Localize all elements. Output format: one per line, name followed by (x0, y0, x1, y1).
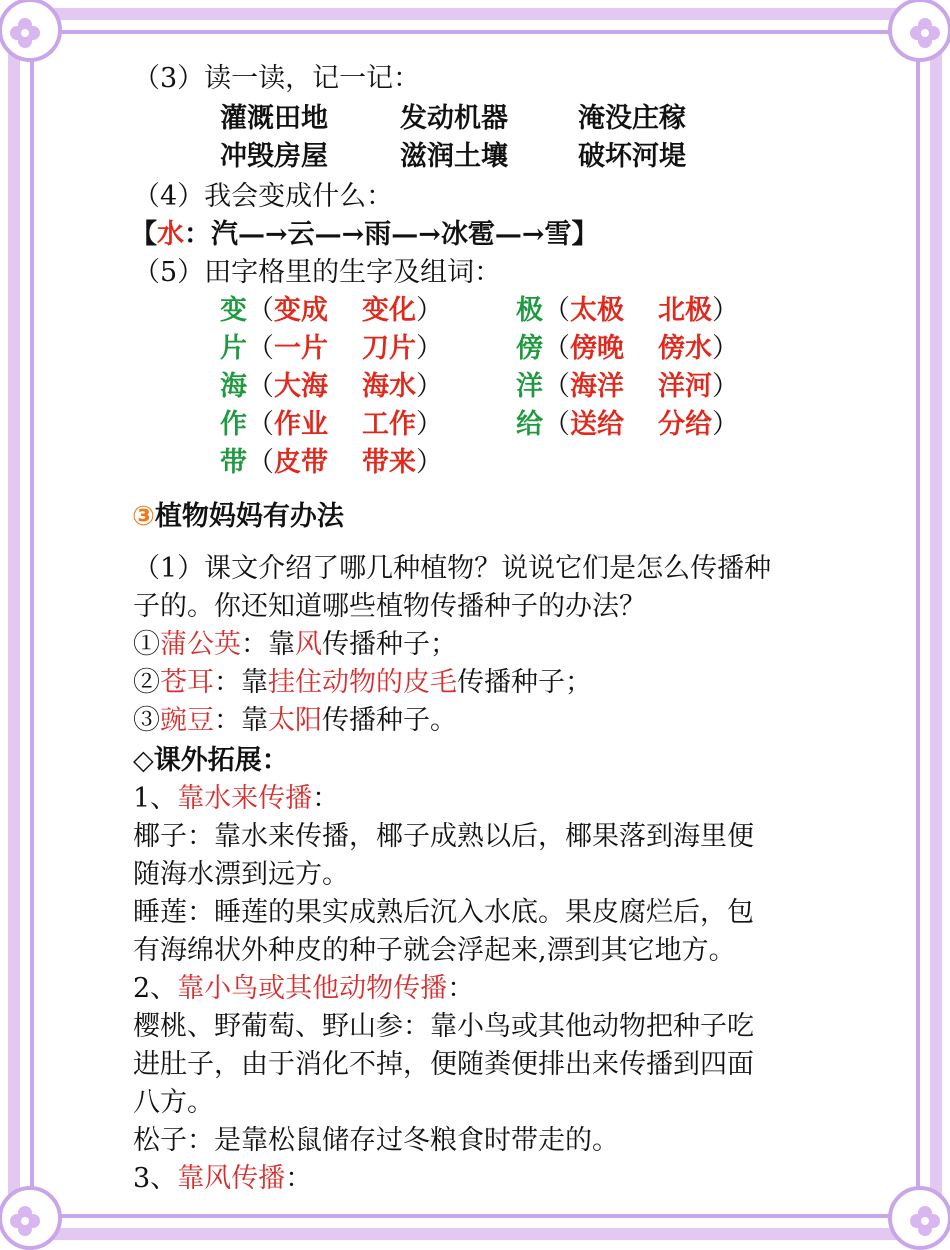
paren-open: （ (543, 371, 570, 402)
q4-chain-text: ：汽—→云—→雨—→冰雹—→雪】 (184, 219, 599, 250)
q5-word: 带来 (362, 447, 416, 478)
paragraph-line: 椰子：靠水来传播，椰子成熟以后，椰果落到海里便 (133, 821, 754, 852)
q5-word: 变成 (274, 295, 328, 326)
plant-post: 传播种子； (457, 667, 592, 698)
q5-entry-left (220, 332, 443, 366)
heading-colon: ： (285, 1163, 313, 1194)
q3-word: 淹没庄稼 (578, 103, 686, 134)
q5-entry-right (516, 370, 739, 404)
paren-close: ） (416, 333, 443, 364)
q5-label: （5）田字格里的生字及组词： (133, 257, 502, 288)
plant-item (133, 704, 457, 738)
paren-close: ） (416, 409, 443, 440)
s3q1-line: 子的。你还知道哪些植物传播种子的办法？ (133, 591, 646, 622)
q5-word: 傍水 (658, 333, 712, 364)
paren-close: ） (712, 409, 739, 440)
flower-icon (908, 16, 942, 50)
paren-close: ） (416, 447, 443, 478)
paren-open: （ (247, 333, 274, 364)
paren-open: （ (543, 409, 570, 440)
paragraph-line: 八方。 (133, 1087, 214, 1118)
q5-word: 工作 (362, 409, 416, 440)
q5-word: 海水 (362, 371, 416, 402)
q5-char: 海 (220, 371, 247, 402)
heading-text: 靠水来传播 (177, 783, 313, 814)
heading-num: 3、 (133, 1163, 178, 1194)
plant-post: 传播种子； (322, 629, 457, 660)
heading-colon: ： (312, 783, 340, 814)
paren-open: （ (247, 295, 274, 326)
q5-char: 作 (220, 409, 247, 440)
plant-post: 传播种子。 (322, 705, 457, 736)
q5-char: 变 (220, 295, 247, 326)
plant-item (133, 628, 457, 662)
q5-char: 极 (516, 295, 543, 326)
paren-open: （ (247, 371, 274, 402)
paren-close: ） (416, 371, 443, 402)
paragraph-line: 樱桃、野葡萄、野山参：靠小鸟或其他动物把种子吃 (133, 1011, 754, 1042)
extension-heading (133, 1162, 312, 1196)
s3q1-line: （1）课文介绍了哪几种植物？说说它们是怎么传播种 (133, 553, 772, 584)
q5-entry-left (220, 446, 443, 480)
plant-num: ② (133, 667, 160, 698)
q3-word: 滋润土壤 (400, 141, 508, 172)
paragraph-line: 有海绵状外种皮的种子就会浮起来,漂到其它地方。 (133, 935, 736, 966)
extension-heading (133, 972, 474, 1006)
q5-word: 海洋 (570, 371, 624, 402)
paren-open: （ (247, 447, 274, 478)
plant-item (133, 666, 592, 700)
q5-char: 片 (220, 333, 247, 364)
plant-name: 苍耳 (160, 667, 214, 698)
q4-chain (130, 218, 599, 252)
q5-word: 分给 (658, 409, 712, 440)
q5-word: 皮带 (274, 447, 328, 478)
heading-num: 2、 (133, 973, 178, 1004)
extension-heading (133, 782, 339, 816)
paragraph-line: 松子：是靠松鼠储存过冬粮食时带走的。 (133, 1125, 619, 1156)
q5-word: 北极 (658, 295, 712, 326)
q5-word: 洋河 (658, 371, 712, 402)
paren-open: （ (543, 333, 570, 364)
paren-open: （ (247, 409, 274, 440)
plant-name: 豌豆 (160, 705, 214, 736)
q3-word: 破坏河堤 (578, 141, 686, 172)
q5-entry-left (220, 294, 443, 328)
plant-num: ① (133, 629, 160, 660)
plant-method: 挂住动物的皮毛 (268, 667, 457, 698)
heading-text: 靠风传播 (177, 1163, 286, 1194)
q3-label: （3）读一读，记一记： (133, 63, 421, 94)
q5-char: 给 (516, 409, 543, 440)
section-title-text: 植物妈妈有办法 (154, 501, 344, 532)
flower-icon (908, 1204, 942, 1238)
plant-pre: ：靠 (241, 629, 295, 660)
q5-word: 一片 (274, 333, 328, 364)
q5-char: 洋 (516, 371, 543, 402)
paren-close: ） (712, 371, 739, 402)
paren-open: （ (543, 295, 570, 326)
q5-entry-left (220, 370, 443, 404)
q5-word: 大海 (274, 371, 328, 402)
plant-pre: ：靠 (214, 667, 268, 698)
paren-close: ） (712, 333, 739, 364)
q3-word: 灌溉田地 (220, 103, 328, 134)
q4-water: 水 (157, 219, 184, 250)
paren-close: ） (416, 295, 443, 326)
heading-colon: ： (447, 973, 475, 1004)
plant-pre: ：靠 (214, 705, 268, 736)
plant-num: ③ (133, 705, 160, 736)
q5-word: 太极 (570, 295, 624, 326)
plant-name: 蒲公英 (160, 629, 241, 660)
paragraph-line: 随海水漂到远方。 (133, 859, 349, 890)
section-number: ③ (132, 501, 155, 532)
q5-word: 傍晚 (570, 333, 624, 364)
q5-word: 刀片 (362, 333, 416, 364)
q5-word: 送给 (570, 409, 624, 440)
paragraph-line: 进肚子，由于消化不掉，便随粪便排出来传播到四面 (133, 1049, 754, 1080)
heading-num: 1、 (133, 783, 178, 814)
plant-method: 太阳 (268, 705, 322, 736)
q5-entry-right (516, 408, 739, 442)
q3-word: 发动机器 (400, 103, 508, 134)
heading-text: 靠小鸟或其他动物传播 (177, 973, 448, 1004)
section-title (132, 500, 344, 534)
q5-entry-right (516, 294, 739, 328)
q3-word: 冲毁房屋 (220, 141, 328, 172)
q4-label: （4）我会变成什么： (133, 181, 394, 212)
paragraph-line: 睡莲：睡莲的果实成熟后沉入水底。果皮腐烂后，包 (133, 897, 754, 928)
q5-char: 傍 (516, 333, 543, 364)
flower-icon (8, 1204, 42, 1238)
flower-icon (8, 16, 42, 50)
q4-open: 【 (130, 219, 157, 250)
q5-word: 作业 (274, 409, 328, 440)
q5-entry-right (516, 332, 739, 366)
plant-method: 风 (295, 629, 322, 660)
q5-char: 带 (220, 447, 247, 478)
extension-title: ◇课外拓展： (133, 745, 289, 776)
q5-entry-left (220, 408, 443, 442)
q5-word: 变化 (362, 295, 416, 326)
paren-close: ） (712, 295, 739, 326)
